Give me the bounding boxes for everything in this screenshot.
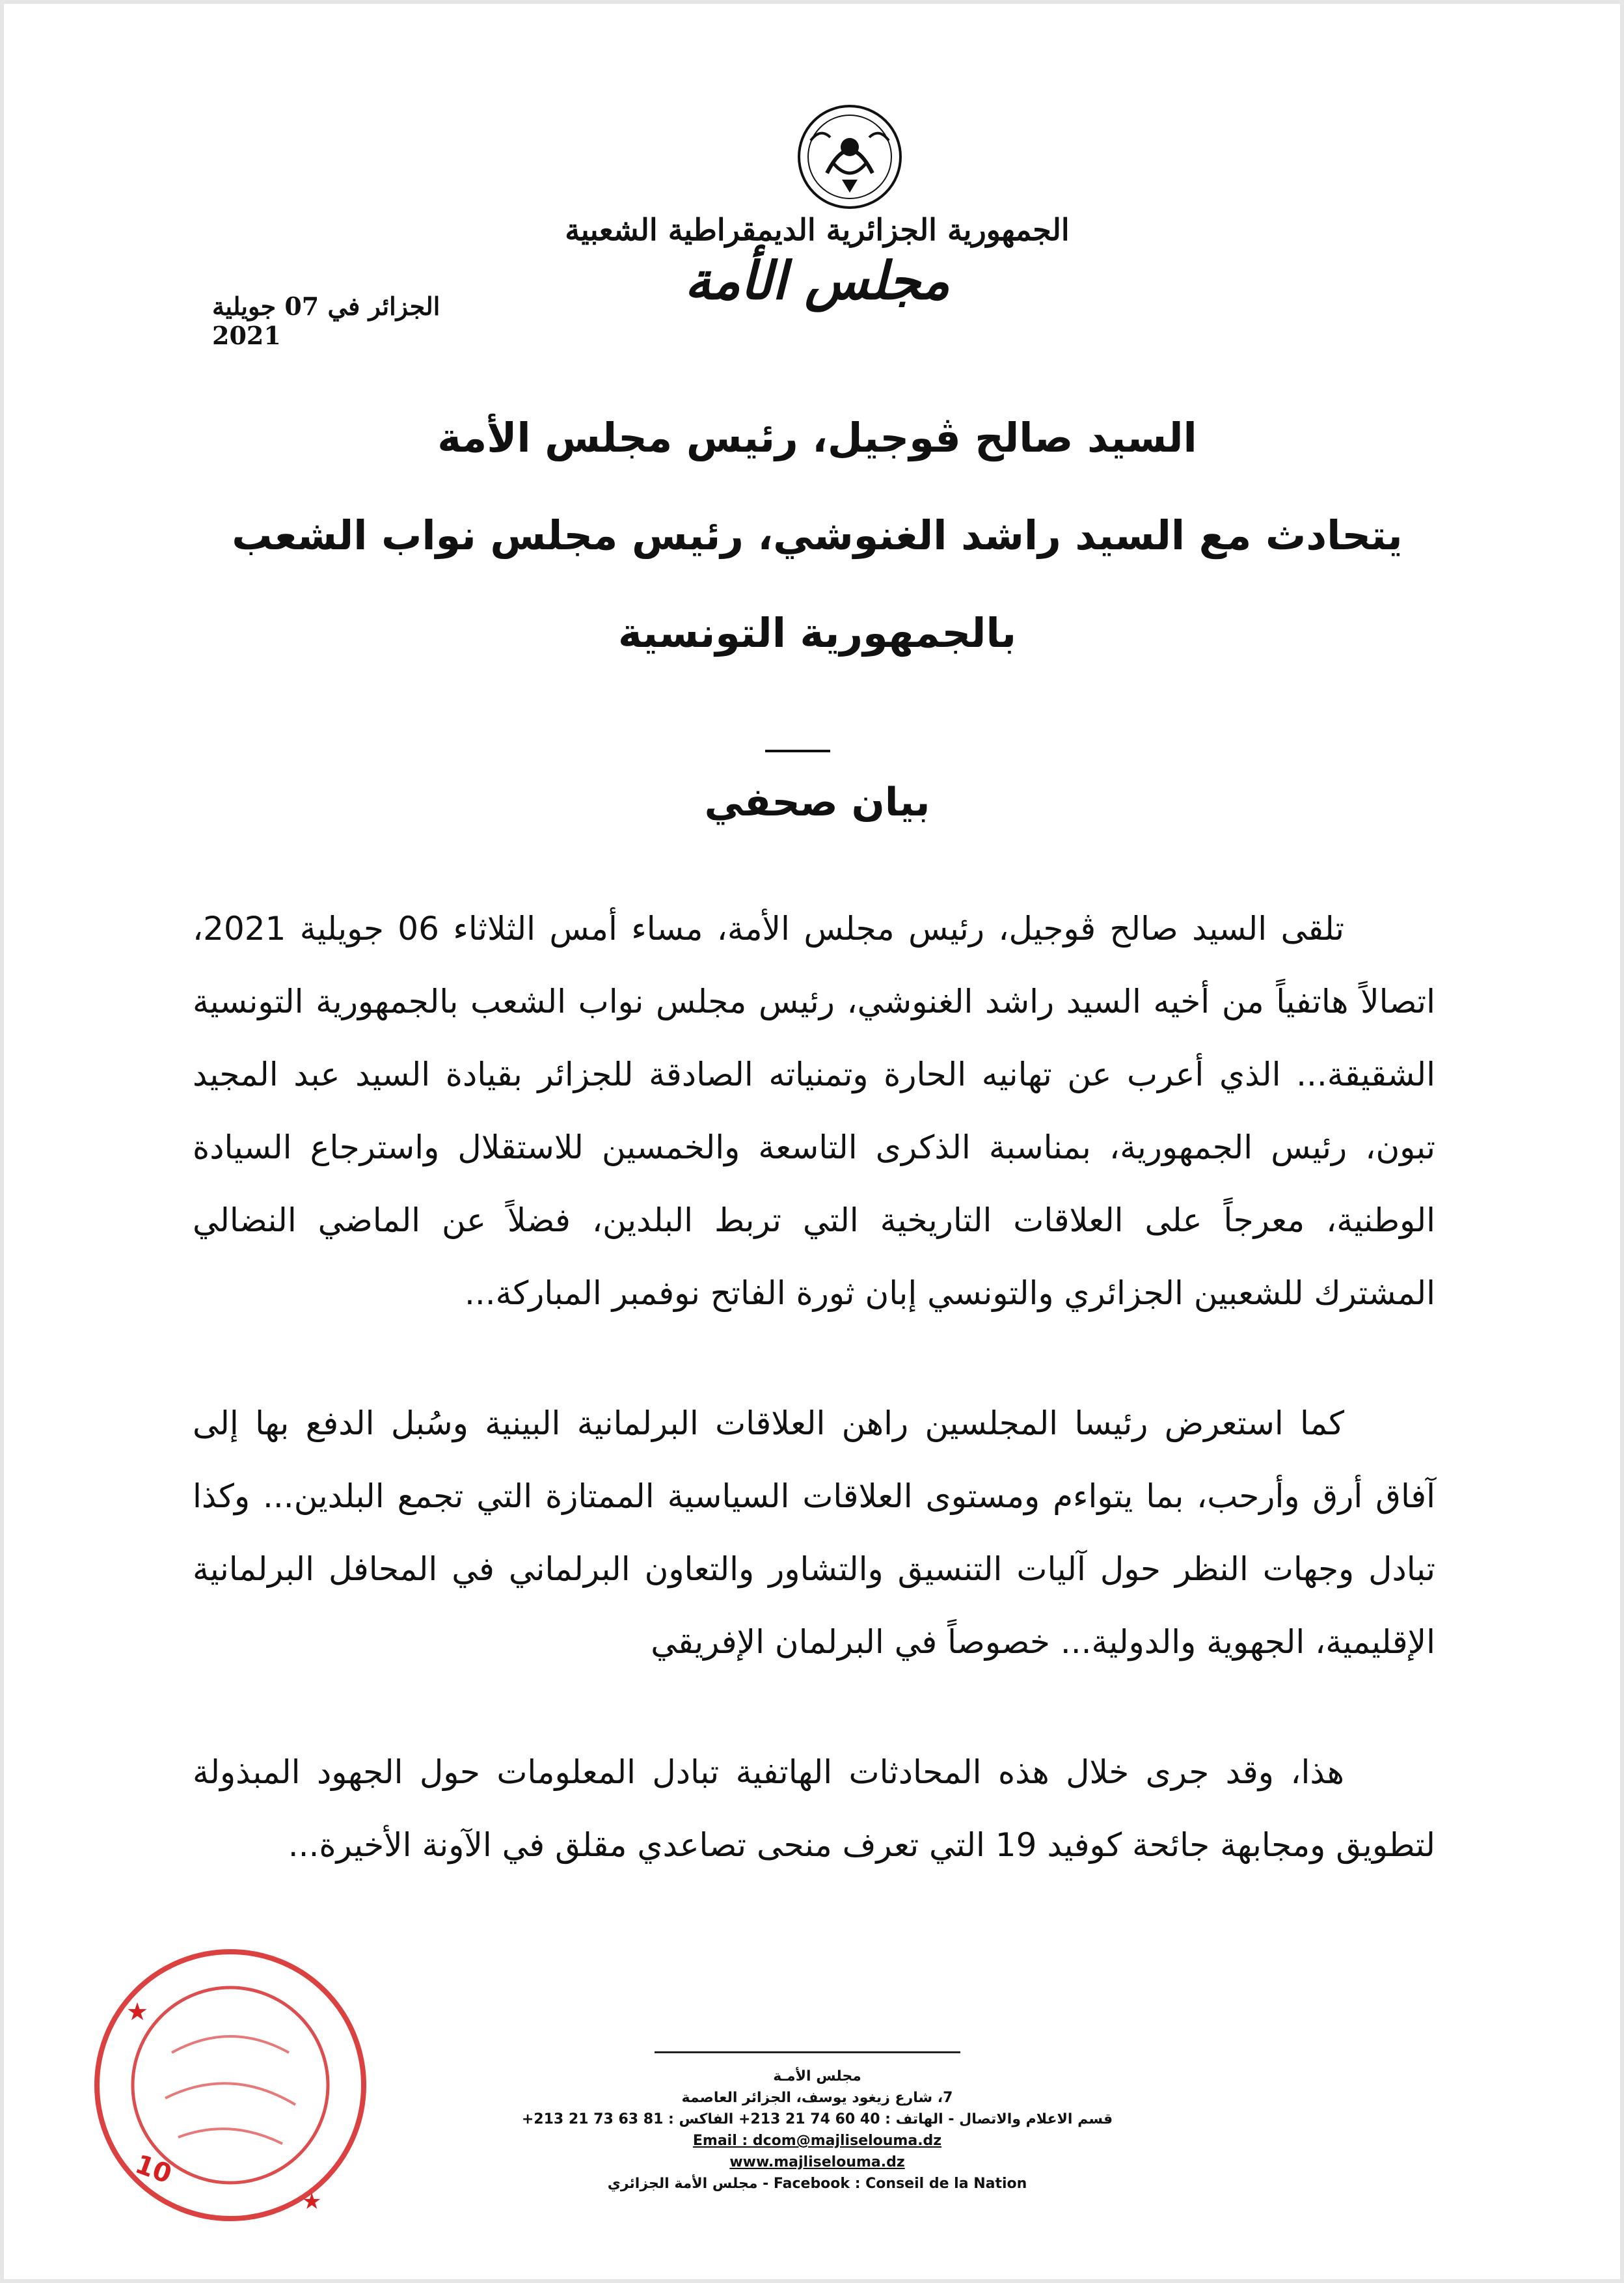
body-text: [193, 892, 1435, 1939]
paragraph-3: هذا، وقد جرى خلال هذه المحادثات الهاتفية تبادل المعلومات حول الجهود المبذولة لتطويق ومجابهة جائحة كوفيد 19 التي تعرف منحى تصاعدي مقلق في الآونة الأخيرة...: [193, 1753, 1435, 1864]
press-release-label: بيان صحفي: [704, 780, 930, 825]
footer-address: 7، شارع زيغود يوسف، الجزائر العاصمة: [681, 2090, 953, 2106]
paragraph-1: تلقى السيد صالح ڤوجيل، رئيس مجلس الأمة، مساء أمس الثلاثاء 06 جويلية 2021، اتصالاً هاتفياً من أخيه السيد راشد الغنوشي، رئيس مجلس نواب الشعب بالجمهورية التونسية الشقيقة... الذي أعرب عن تهانيه الحارة وتمنياته الصادقة للجزائر بقيادة السيد عبد المجيد تبون، رئيس الجمهورية، بمناسبة الذكرى التاسعة والخمسين للاستقلال واسترجاع السيادة الوطنية، معرجاً على العلاقات التاريخية التي تربط البلدين، فضلاً عن الماضي النضالي المشترك للشعبين الجزائري والتونسي إبان ثورة الفاتح نوفمبر المباركة...: [193, 910, 1435, 1312]
footer-website-link[interactable]: www.majliselouma.dz: [729, 2154, 905, 2170]
official-stamp-icon: [87, 1942, 373, 2228]
document-date: الجزائر في 07 جويلية 2021: [212, 292, 440, 350]
title-line-1: السيد صالح ڤوجيل، رئيس مجلس الأمة: [437, 414, 1197, 461]
paragraph-2: كما استعرض رئيسا المجلسين راهن العلاقات البرلمانية البينية وسُبل الدفع بها إلى آفاق أرق وأرحب، بما يتواءم ومستوى العلاقات السياسية الممتازة التي تجمع البلدين... وكذا تبادل وجهات النظر حول آليات التنسيق والتشاور والتعاون البرلماني في المحافل البرلمانية الإقليمية، الجهوية والدولية... خصوصاً في البرلمان الإفريقي: [193, 1404, 1435, 1661]
footer-rule: [655, 2051, 960, 2053]
svg-text:★: ★: [302, 2189, 322, 2215]
footer-name: مجلس الأمـة: [773, 2068, 861, 2085]
footer-facebook: Facebook : Conseil de la Nation - مجلس الأمة الجزائري: [607, 2176, 1027, 2192]
footer-email-link[interactable]: Email : dcom@majliselouma.dz: [692, 2133, 942, 2149]
title-line-3: بالجمهورية التونسية: [617, 609, 1017, 657]
title-line-2: يتحادث مع السيد راشد الغنوشي، رئيس مجلس نواب الشعب: [232, 512, 1403, 559]
national-emblem-icon: [765, 102, 934, 212]
council-name: مجلس الأمة: [684, 250, 950, 311]
svg-text:★: ★: [126, 1997, 149, 2026]
footer: [394, 2066, 1240, 2194]
footer-contact: قسم الاعلام والاتصال - الهاتف : 40 60 74 21 213+ الفاكس : 81 63 73 21 213+: [521, 2111, 1113, 2127]
svg-text:10: 10: [131, 2149, 176, 2190]
title-separator: [765, 750, 830, 752]
republic-name: الجمهورية الجزائرية الديمقراطية الشعبية: [565, 212, 1070, 247]
